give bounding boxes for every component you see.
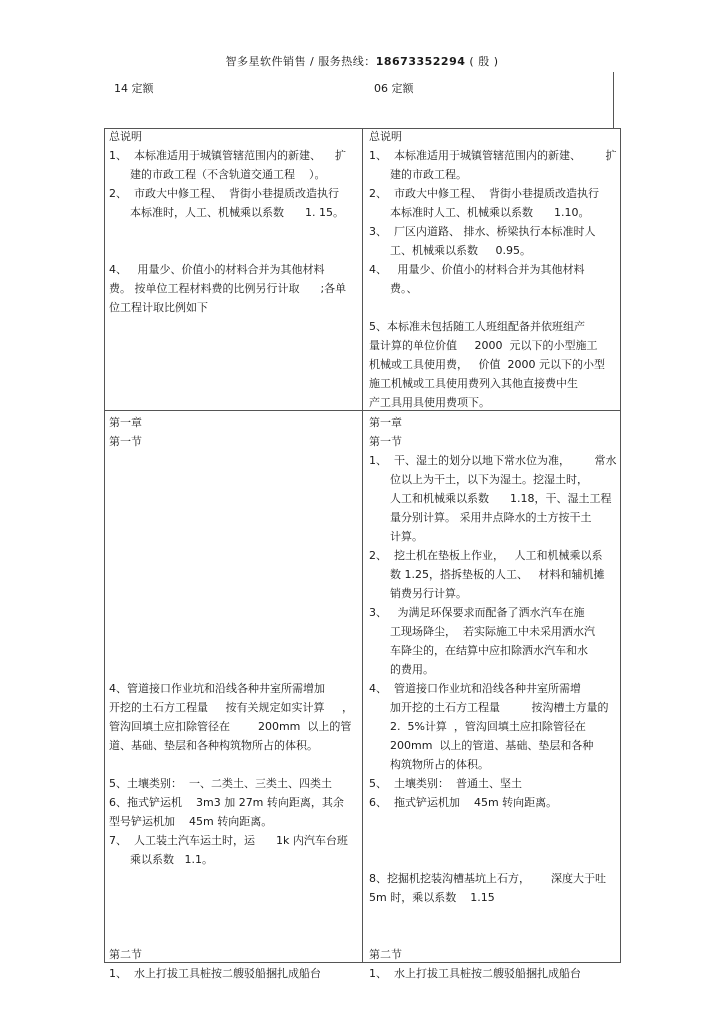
text-line: 人工和机械乘以系数 1.18，干、湿土工程 [369,492,612,505]
company-name: 智多星软件销售 [225,55,306,68]
text-line: 第二节 [369,948,402,961]
text-line [109,222,361,241]
chapter1-left-cell [109,413,361,983]
text-line: 5、本标准未包括随工人班组配备并依班组产 [369,320,585,333]
text-line: 1、 本标准适用于城镇管辖范围内的新建、 扩 [109,149,346,162]
text-line [109,451,361,470]
hotline-label: / 服务热线： [306,55,376,68]
text-line: 车降尘的，在结算中应扣除洒水汽车和水 [369,644,588,657]
text-line: 第一章 [369,416,402,429]
text-line [369,298,619,317]
text-line [109,546,361,565]
column-divider [362,128,363,963]
general-left-cell [109,127,361,317]
text-line: 2、 市政大中修工程、 背街小巷提质改造执行 [109,187,339,200]
text-line [109,470,361,489]
text-line: 第一章 [109,416,142,429]
text-line [369,926,619,945]
text-line: 5、 土壤类别： 普通土、坚土 [369,777,522,790]
text-line: 3、 为满足环保要求而配备了洒水汽车在施 [369,606,585,619]
text-line: 构筑物所占的体积。 [369,758,489,771]
text-line: 施工机械或工具使用费列入其他直接费中生 [369,377,578,390]
text-line [109,489,361,508]
text-line: 建的市政工程。 [369,168,467,181]
text-line: 的费用。 [369,663,434,676]
text-line: 开挖的土石方工程量 按有关规定如实计算 ， [109,701,353,714]
text-line [109,660,361,679]
text-line [109,603,361,622]
text-line: 2、 市政大中修工程、 背街小巷提质改造执行 [369,187,599,200]
text-line: 本标准时人工、机械乘以系数 1.10。 [369,206,590,219]
text-line: 6、拖式铲运机 3m3 加 27m 转向距离，其余 [109,796,344,809]
text-line [109,869,361,888]
text-line: 型号铲运机加 45m 转向距离。 [109,815,273,828]
text-line [109,622,361,641]
table-left-border [104,128,105,963]
text-line: 建的市政工程（不含轨道交通工程 ）。 [109,168,326,181]
chapter1-right-cell [369,413,619,983]
text-line: 计算。 [369,530,423,543]
text-line: 位以上为干土，以下为湿土。挖湿土时， [369,473,588,486]
text-line [109,508,361,527]
col-head-left: 14 定额 [114,82,154,95]
text-line: 道、基础、垫层和各种构筑物所占的体积。 [109,739,318,752]
text-line [369,850,619,869]
text-line: 机械或工具使用费， 价值 2000 元以下的小型 [369,358,605,371]
text-line: 8、挖掘机挖装沟槽基坑上石方， 深度大于吐 [369,872,606,885]
text-line: 费。、 [369,282,418,295]
text-line: 工、机械乘以系数 0.95。 [369,244,531,257]
text-line: 费。 按单位工程材料费的比例另行计取 ;各单 [109,282,347,295]
text-line: 产工具用具使用费项下。 [369,396,490,409]
text-line [369,812,619,831]
text-line: 量计算的单位价值 2000 元以下的小型施工 [369,339,598,352]
text-line: 总说明 [109,130,142,143]
text-line: 第一节 [109,435,142,448]
text-line: 1、 本标准适用于城镇管辖范围内的新建、 扩 [369,149,617,162]
text-line [109,527,361,546]
text-line [109,907,361,926]
text-line: 4、 用量少、价值小的材料合并为其他材料 [109,263,325,276]
phone-number: 18673352294 [375,55,466,68]
text-line: 2、 挖土机在垫板上作业， 人工和机械乘以系 [369,549,603,562]
text-line: 5m 时，乘以系数 1.15 [369,891,495,904]
text-line: 2. 5%计算 ，管沟回填土应扣除管径在 [369,720,586,733]
text-line: 本标准时，人工、机械乘以系数 1. 15。 [109,206,344,219]
text-line: 位工程计取比例如下 [109,301,208,314]
table-right-border [620,128,621,963]
text-line: 200mm 以上的管道、基础、垫层和各种 [369,739,594,752]
general-right-cell [369,127,619,412]
text-line: 4、 用量少、价值小的材料合并为其他材料 [369,263,585,276]
text-line: 数 1.25，搭拆垫板的人工、 材料和辅机摊 [369,568,605,581]
text-line [369,907,619,926]
text-line: 4、 管道接口作业坑和沿线各种井室所需增 [369,682,581,695]
text-line: 3、 厂区内道路、 排水、桥梁执行本标准时人 [369,225,596,238]
text-line: 5、土壤类别： 一、二类土、三类土、四类土 [109,777,332,790]
text-line: 1、 干、湿土的划分以地下常水位为准， 常水 [369,454,617,467]
text-line: 7、 人工装土汽车运土时，运 1k 内汽车台班 [109,834,348,847]
text-line [109,584,361,603]
col-head-right: 06 定额 [374,82,414,95]
text-line [109,241,361,260]
text-line: 量分别计算。 采用井点降水的土方按干土 [369,511,592,524]
text-line [109,888,361,907]
text-line: 管沟回填土应扣除管径在 200mm 以上的管 [109,720,352,733]
header [0,53,724,69]
text-line [109,641,361,660]
top-right-border [613,72,614,128]
text-line [369,831,619,850]
text-line [109,926,361,945]
text-line: 加开挖的土石方工程量 按沟槽土方量的 [369,701,609,714]
text-line [109,565,361,584]
text-line: 1、 水上打拔工具桩按二艘驳船捆扎成船台 [369,967,581,980]
text-line: 4、管道接口作业坑和沿线各种井室所需增加 [109,682,325,695]
text-line: 1、 水上打拔工具桩按二艘驳船捆扎成船台 [109,967,321,980]
text-line: 第一节 [369,435,402,448]
text-line [109,755,361,774]
contact-name: ( 殷 ) [469,55,499,68]
text-line: 总说明 [369,130,402,143]
text-line: 第二节 [109,948,142,961]
text-line: 销费另行计算。 [369,587,467,600]
text-line: 乘以系数 1.1。 [109,853,213,866]
text-line: 工现场降尘， 若实际施工中未采用洒水汽 [369,625,595,638]
text-line: 6、 拖式铲运机加 45m 转向距离。 [369,796,558,809]
